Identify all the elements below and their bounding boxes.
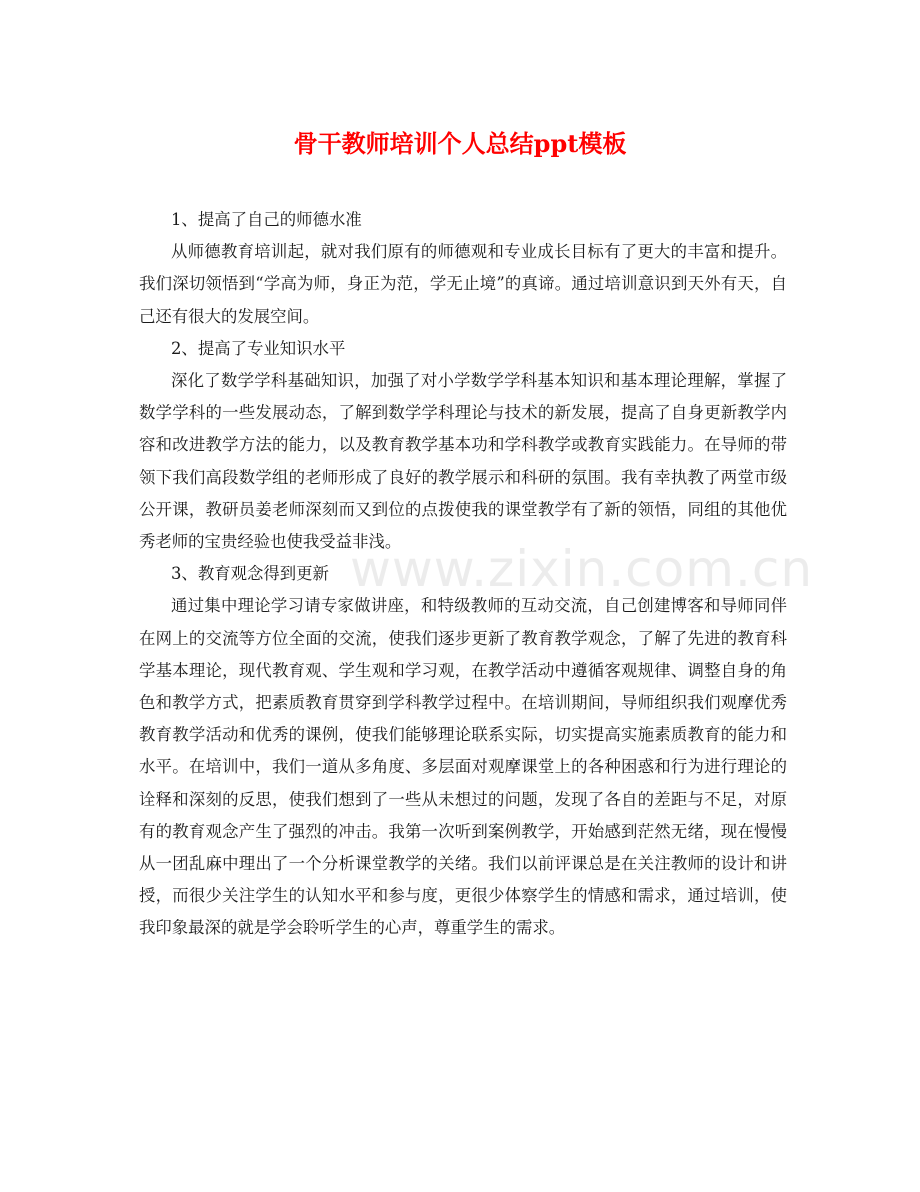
watermark: www.zixin.com.cn: [350, 540, 814, 598]
heading-1: 1、提高了自己的师德水准: [171, 210, 362, 229]
document-title: 骨干教师培训个人总结ppt模板: [293, 129, 627, 158]
heading-3: 3、教育观念得到更新: [171, 564, 329, 584]
paragraph-2: 深化了数学学科基础知识，加强了对小学数学学科基本知识和基本理论理解，掌握了数学学科的一些发展动态，了解到数学学科理论与技术的新发展，提高了自身更新教学内容和改进教学方法的能力，以及教育教学基本功和学科教学或教育实践能力。在导师的带领下我们高段数学组的老师形成了良好的教学展示和科研的氛围。我有幸执教了两堂市级公开课，教研员姜老师深刻而又到位的点拨使我的课堂教学有了新的领悟，同组的其他优秀老师的宝贵经验也使我受益非浅。: [139, 371, 787, 552]
document-body: [139, 204, 787, 945]
heading-2: 2、提高了专业知识水平: [171, 338, 346, 358]
paragraph-1: 从师德教育培训起，就对我们原有的师德观和专业成长目标有了更大的丰富和提升。我们深切领悟到“学高为师，身正为范，学无止境”的真谛。通过培训意识到天外有天，自己还有很大的发展空间。: [139, 242, 787, 326]
paragraph-3: 通过集中理论学习请专家做讲座，和特级教师的互动交流，自己创建博客和导师同伴在网上的交流等方位全面的交流，使我们逐步更新了教育教学观念，了解了先进的教育科学基本理论，现代教育观、学生观和学习观，在教学活动中遵循客观规律、调整自身的角色和教学方式，把素质教育贯穿到学科教学过程中。在培训期间，导师组织我们观摩优秀教育教学活动和优秀的课例，使我们能够理论联系实际，切实提高实施素质教育的能力和水平。在培训中，我们一道从多角度、多层面对观摩课堂上的各种困惑和行为进行理论的诠释和深刻的反思，使我们想到了一些从未想过的问题，发现了各自的差距与不足，对原有的教育观念产生了强烈的冲击。我第一次听到案例教学，开始感到茫然无绪，现在慢慢从一团乱麻中理出了一个分析课堂教学的关绪。我们以前评课总是在关注教师的设计和讲授，而很少关注学生的认知水平和参与度，更很少体察学生的情感和需求，通过培训，使我印象最深的就是学会聆听学生的心声，尊重学生的需求。: [139, 596, 787, 938]
